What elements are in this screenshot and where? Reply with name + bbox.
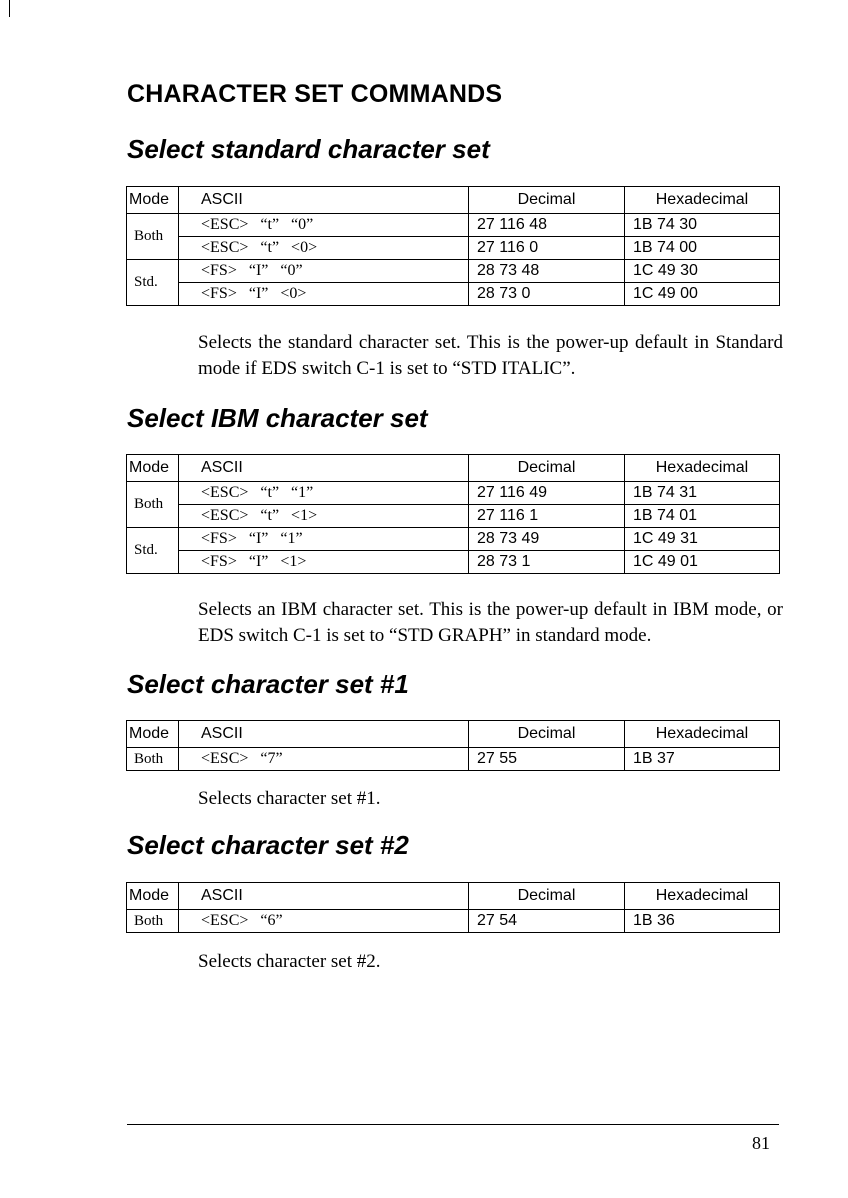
decimal-cell: 28 73 48 — [469, 260, 625, 283]
ascii-cell: <ESC> “6” — [179, 910, 469, 933]
hex-cell: 1B 36 — [625, 910, 780, 933]
header-mode: Mode — [127, 455, 179, 482]
section-title-standard: Select standard character set — [127, 134, 490, 164]
command-table-standard — [126, 186, 780, 306]
header-decimal: Decimal — [469, 721, 625, 748]
hex-cell: 1B 37 — [625, 748, 780, 771]
ascii-cell: <ESC> “t” <1> — [179, 505, 469, 528]
section-title-set-2: Select character set #2 — [127, 830, 409, 860]
header-ascii: ASCII — [179, 721, 469, 748]
decimal-cell: 28 73 0 — [469, 283, 625, 306]
mode-cell: Both — [127, 214, 179, 260]
section-description: Selects character set #1. — [198, 788, 381, 809]
ascii-cell: <ESC> “7” — [179, 748, 469, 771]
decimal-cell: 27 116 49 — [469, 482, 625, 505]
table-row — [127, 237, 780, 260]
header-decimal: Decimal — [469, 883, 625, 910]
table-row — [127, 910, 780, 933]
hex-cell: 1B 74 31 — [625, 482, 780, 505]
table-row — [127, 214, 780, 237]
section-description: Selects an IBM character set. This is the power-up default in IBM mode, or EDS switch C-1 is set to “STD GRAPH” in standard mode. — [198, 599, 783, 646]
table-row — [127, 482, 780, 505]
header-hex: Hexadecimal — [625, 187, 780, 214]
hex-cell: 1B 74 30 — [625, 214, 780, 237]
hex-cell: 1B 74 01 — [625, 505, 780, 528]
table-header-row — [127, 187, 780, 214]
table-row — [127, 528, 780, 551]
ascii-cell: <ESC> “t” “1” — [179, 482, 469, 505]
page-title: CHARACTER SET COMMANDS — [127, 80, 503, 108]
hex-cell: 1B 74 00 — [625, 237, 780, 260]
footer-rule — [127, 1124, 779, 1125]
table-row — [127, 260, 780, 283]
section-title-set-1: Select character set #1 — [127, 669, 409, 699]
mode-cell: Both — [127, 482, 179, 528]
header-ascii: ASCII — [179, 883, 469, 910]
command-table-set-1 — [126, 720, 780, 771]
header-hex: Hexadecimal — [625, 455, 780, 482]
table-row — [127, 551, 780, 574]
decimal-cell: 27 116 0 — [469, 237, 625, 260]
ascii-cell: <ESC> “t” “0” — [179, 214, 469, 237]
header-mode: Mode — [127, 187, 179, 214]
mode-cell: Both — [127, 910, 179, 933]
header-mode: Mode — [127, 721, 179, 748]
section-description: Selects the standard character set. This is the power-up default in Standard mode if EDS switch C-1 is set to “STD ITALIC”. — [198, 332, 783, 379]
table-header-row — [127, 455, 780, 482]
command-table-set-2 — [126, 882, 780, 933]
mode-cell: Std. — [127, 528, 179, 574]
header-hex: Hexadecimal — [625, 721, 780, 748]
table-header-row — [127, 721, 780, 748]
ascii-cell: <FS> “I” “1” — [179, 528, 469, 551]
table-header-row — [127, 883, 780, 910]
hex-cell: 1C 49 31 — [625, 528, 780, 551]
table-row — [127, 283, 780, 306]
command-table-ibm — [126, 454, 780, 574]
section-description: Selects character set #2. — [198, 951, 381, 972]
header-mode: Mode — [127, 883, 179, 910]
decimal-cell: 27 116 48 — [469, 214, 625, 237]
ascii-cell: <FS> “I” <1> — [179, 551, 469, 574]
header-decimal: Decimal — [469, 187, 625, 214]
ascii-cell: <FS> “I” “0” — [179, 260, 469, 283]
mode-cell: Std. — [127, 260, 179, 306]
mode-cell: Both — [127, 748, 179, 771]
header-decimal: Decimal — [469, 455, 625, 482]
ascii-cell: <FS> “I” <0> — [179, 283, 469, 306]
decimal-cell: 28 73 49 — [469, 528, 625, 551]
margin-mark — [9, 0, 10, 17]
table-row — [127, 505, 780, 528]
header-ascii: ASCII — [179, 187, 469, 214]
hex-cell: 1C 49 00 — [625, 283, 780, 306]
decimal-cell: 28 73 1 — [469, 551, 625, 574]
header-hex: Hexadecimal — [625, 883, 780, 910]
hex-cell: 1C 49 30 — [625, 260, 780, 283]
ascii-cell: <ESC> “t” <0> — [179, 237, 469, 260]
header-ascii: ASCII — [179, 455, 469, 482]
decimal-cell: 27 116 1 — [469, 505, 625, 528]
table-row — [127, 748, 780, 771]
hex-cell: 1C 49 01 — [625, 551, 780, 574]
page-number: 81 — [752, 1133, 770, 1153]
decimal-cell: 27 55 — [469, 748, 625, 771]
section-title-ibm: Select IBM character set — [127, 403, 428, 433]
decimal-cell: 27 54 — [469, 910, 625, 933]
